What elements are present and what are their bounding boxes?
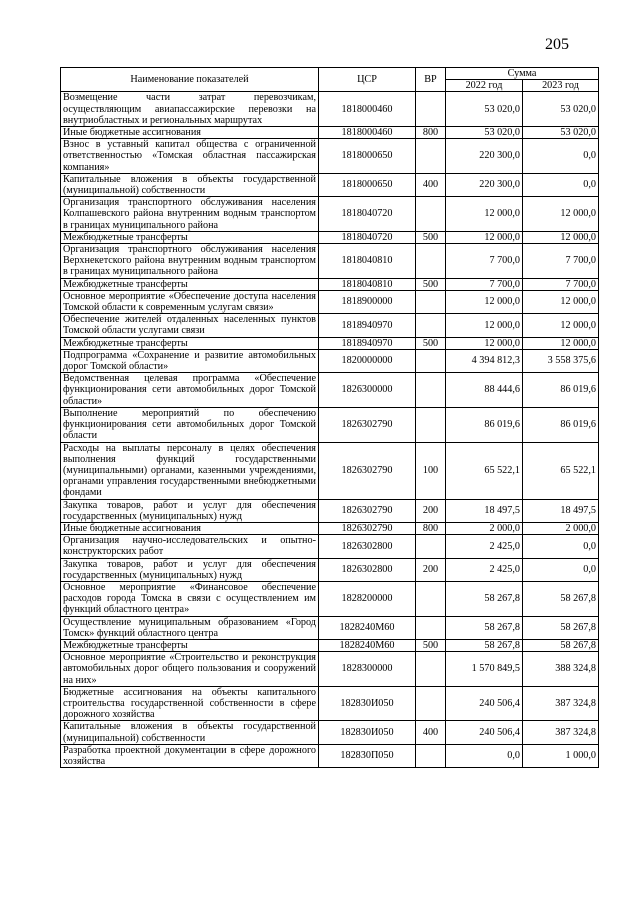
row-amount-2022: 220 300,0 bbox=[446, 139, 523, 174]
row-csr: 1826302800 bbox=[319, 558, 416, 581]
row-name: Основное мероприятие «Строительство и реконструкция автомобильных дорог общего пользования и сооружений на них» bbox=[61, 652, 319, 687]
row-amount-2023: 1 000,0 bbox=[523, 744, 599, 767]
row-amount-2023: 12 000,0 bbox=[523, 231, 599, 243]
row-vr: 200 bbox=[416, 499, 446, 522]
row-amount-2023: 12 000,0 bbox=[523, 314, 599, 337]
table-row bbox=[61, 744, 599, 767]
row-name: Выполнение мероприятий по обеспечению функционирования сети автомобильных дорог Томской области bbox=[61, 407, 319, 442]
row-csr: 1826302790 bbox=[319, 522, 416, 534]
header-sum: Сумма bbox=[446, 68, 599, 80]
row-amount-2022: 12 000,0 bbox=[446, 314, 523, 337]
row-name: Взнос в уставный капитал общества с ограниченной ответственностью «Томская областная пассажирская компания» bbox=[61, 139, 319, 174]
row-csr: 182830И050 bbox=[319, 686, 416, 721]
table-row bbox=[61, 581, 599, 616]
row-amount-2023: 53 020,0 bbox=[523, 92, 599, 127]
row-amount-2023: 12 000,0 bbox=[523, 290, 599, 313]
table-row bbox=[61, 173, 599, 196]
row-name: Возмещение части затрат перевозчикам, осуществляющим авиапассажирские перевозки на внутриобластных и региональных маршрутах bbox=[61, 92, 319, 127]
row-vr bbox=[416, 616, 446, 639]
row-csr: 1826302790 bbox=[319, 442, 416, 499]
table-row bbox=[61, 407, 599, 442]
row-csr: 1826302790 bbox=[319, 407, 416, 442]
row-amount-2022: 1 570 849,5 bbox=[446, 652, 523, 687]
row-name: Межбюджетные трансферты bbox=[61, 337, 319, 349]
row-amount-2022: 240 506,4 bbox=[446, 721, 523, 744]
row-name: Закупка товаров, работ и услуг для обеспечения государственных (муниципальных) нужд bbox=[61, 499, 319, 522]
row-name: Иные бюджетные ассигнования bbox=[61, 127, 319, 139]
table-row bbox=[61, 535, 599, 558]
row-amount-2023: 0,0 bbox=[523, 558, 599, 581]
row-amount-2023: 58 267,8 bbox=[523, 581, 599, 616]
row-amount-2023: 12 000,0 bbox=[523, 197, 599, 232]
table-row bbox=[61, 349, 599, 372]
table-row bbox=[61, 616, 599, 639]
row-csr: 1818000650 bbox=[319, 139, 416, 174]
row-name: Межбюджетные трансферты bbox=[61, 278, 319, 290]
table-row bbox=[61, 127, 599, 139]
row-amount-2023: 58 267,8 bbox=[523, 639, 599, 651]
row-name: Осуществление муниципальным образованием «Город Томск» функций областного центра bbox=[61, 616, 319, 639]
header-vr: ВР bbox=[416, 68, 446, 92]
row-name: Межбюджетные трансферты bbox=[61, 231, 319, 243]
row-amount-2022: 0,0 bbox=[446, 744, 523, 767]
row-name: Бюджетные ассигнования на объекты капитального строительства государственной собственности в сфере дорожного хозяйства bbox=[61, 686, 319, 721]
page-number: 205 bbox=[545, 36, 569, 53]
row-amount-2023: 0,0 bbox=[523, 173, 599, 196]
row-amount-2023: 0,0 bbox=[523, 139, 599, 174]
row-amount-2022: 220 300,0 bbox=[446, 173, 523, 196]
row-csr: 182830И050 bbox=[319, 721, 416, 744]
row-amount-2023: 7 700,0 bbox=[523, 278, 599, 290]
row-amount-2022: 12 000,0 bbox=[446, 337, 523, 349]
row-amount-2023: 18 497,5 bbox=[523, 499, 599, 522]
table-row bbox=[61, 314, 599, 337]
table-row bbox=[61, 686, 599, 721]
row-name: Обеспечение жителей отдаленных населенных пунктов Томской области услугами связи bbox=[61, 314, 319, 337]
row-vr bbox=[416, 349, 446, 372]
row-vr: 200 bbox=[416, 558, 446, 581]
row-amount-2022: 2 425,0 bbox=[446, 535, 523, 558]
table-row bbox=[61, 231, 599, 243]
row-vr bbox=[416, 581, 446, 616]
row-vr bbox=[416, 686, 446, 721]
row-amount-2022: 88 444,6 bbox=[446, 373, 523, 408]
header-name: Наименование показателей bbox=[61, 68, 319, 92]
row-csr: 1818040720 bbox=[319, 197, 416, 232]
row-name: Расходы на выплаты персоналу в целях обеспечения выполнения функций государственными (муниципальными) органами, казенными учреждениями, органами управления государственными внебюджетными фондами bbox=[61, 442, 319, 499]
row-csr: 1818000650 bbox=[319, 173, 416, 196]
table-row bbox=[61, 652, 599, 687]
row-vr bbox=[416, 139, 446, 174]
table-row bbox=[61, 442, 599, 499]
row-name: Организация транспортного обслуживания населения Верхнекетского района внутренним водным транспортом в границах муниципального района bbox=[61, 244, 319, 279]
table-row bbox=[61, 558, 599, 581]
row-amount-2022: 53 020,0 bbox=[446, 127, 523, 139]
row-csr: 1826302790 bbox=[319, 499, 416, 522]
row-vr: 800 bbox=[416, 522, 446, 534]
row-amount-2023: 86 019,6 bbox=[523, 373, 599, 408]
row-amount-2023: 2 000,0 bbox=[523, 522, 599, 534]
row-amount-2023: 7 700,0 bbox=[523, 244, 599, 279]
row-vr: 500 bbox=[416, 639, 446, 651]
table-row bbox=[61, 373, 599, 408]
row-name: Разработка проектной документации в сфере дорожного хозяйства bbox=[61, 744, 319, 767]
row-amount-2023: 388 324,8 bbox=[523, 652, 599, 687]
row-vr bbox=[416, 535, 446, 558]
row-vr bbox=[416, 290, 446, 313]
row-vr: 400 bbox=[416, 173, 446, 196]
table-row bbox=[61, 197, 599, 232]
table-row bbox=[61, 721, 599, 744]
row-csr: 1826300000 bbox=[319, 373, 416, 408]
row-name: Ведомственная целевая программа «Обеспечение функционирования сети автомобильных дорог Томской области» bbox=[61, 373, 319, 408]
row-csr: 1818940970 bbox=[319, 314, 416, 337]
row-vr bbox=[416, 744, 446, 767]
row-amount-2022: 2 425,0 bbox=[446, 558, 523, 581]
budget-table bbox=[60, 67, 599, 768]
row-amount-2023: 387 324,8 bbox=[523, 721, 599, 744]
header-year-2022: 2022 год bbox=[446, 80, 523, 92]
row-amount-2023: 86 019,6 bbox=[523, 407, 599, 442]
row-csr: 1818900000 bbox=[319, 290, 416, 313]
row-name: Межбюджетные трансферты bbox=[61, 639, 319, 651]
table-row bbox=[61, 244, 599, 279]
row-amount-2022: 7 700,0 bbox=[446, 278, 523, 290]
row-vr: 800 bbox=[416, 127, 446, 139]
table-row bbox=[61, 639, 599, 651]
table-body bbox=[61, 92, 599, 768]
row-amount-2022: 240 506,4 bbox=[446, 686, 523, 721]
row-csr: 1818040720 bbox=[319, 231, 416, 243]
row-csr: 1818940970 bbox=[319, 337, 416, 349]
row-csr: 1828300000 bbox=[319, 652, 416, 687]
header-csr: ЦСР bbox=[319, 68, 416, 92]
row-csr: 1818040810 bbox=[319, 278, 416, 290]
row-amount-2022: 2 000,0 bbox=[446, 522, 523, 534]
row-vr: 400 bbox=[416, 721, 446, 744]
row-name: Капитальные вложения в объекты государственной (муниципальной) собственности bbox=[61, 721, 319, 744]
row-amount-2023: 53 020,0 bbox=[523, 127, 599, 139]
row-amount-2023: 3 558 375,6 bbox=[523, 349, 599, 372]
row-amount-2023: 65 522,1 bbox=[523, 442, 599, 499]
table-row bbox=[61, 522, 599, 534]
row-amount-2023: 58 267,8 bbox=[523, 616, 599, 639]
row-amount-2023: 0,0 bbox=[523, 535, 599, 558]
row-name: Капитальные вложения в объекты государственной (муниципальной) собственности bbox=[61, 173, 319, 196]
row-csr: 1828240М60 bbox=[319, 639, 416, 651]
row-csr: 1820000000 bbox=[319, 349, 416, 372]
row-amount-2022: 58 267,8 bbox=[446, 616, 523, 639]
row-csr: 1826302800 bbox=[319, 535, 416, 558]
row-amount-2022: 12 000,0 bbox=[446, 197, 523, 232]
row-vr bbox=[416, 407, 446, 442]
row-name: Основное мероприятие «Обеспечение доступа населения Томской области к современным услугам связи» bbox=[61, 290, 319, 313]
row-amount-2022: 65 522,1 bbox=[446, 442, 523, 499]
row-amount-2022: 7 700,0 bbox=[446, 244, 523, 279]
row-name: Закупка товаров, работ и услуг для обеспечения государственных (муниципальных) нужд bbox=[61, 558, 319, 581]
row-csr: 1818040810 bbox=[319, 244, 416, 279]
row-csr: 1818000460 bbox=[319, 127, 416, 139]
row-vr bbox=[416, 314, 446, 337]
row-vr: 500 bbox=[416, 337, 446, 349]
row-vr bbox=[416, 244, 446, 279]
row-amount-2022: 12 000,0 bbox=[446, 290, 523, 313]
header-year-2023: 2023 год bbox=[523, 80, 599, 92]
row-amount-2023: 12 000,0 bbox=[523, 337, 599, 349]
row-amount-2022: 18 497,5 bbox=[446, 499, 523, 522]
row-csr: 1818000460 bbox=[319, 92, 416, 127]
table-row bbox=[61, 337, 599, 349]
row-amount-2023: 387 324,8 bbox=[523, 686, 599, 721]
table-row bbox=[61, 499, 599, 522]
row-name: Подпрограмма «Сохранение и развитие автомобильных дорог Томской области» bbox=[61, 349, 319, 372]
row-vr bbox=[416, 197, 446, 232]
row-csr: 1828200000 bbox=[319, 581, 416, 616]
row-amount-2022: 4 394 812,3 bbox=[446, 349, 523, 372]
table-row bbox=[61, 290, 599, 313]
table-row bbox=[61, 278, 599, 290]
row-amount-2022: 86 019,6 bbox=[446, 407, 523, 442]
row-name: Иные бюджетные ассигнования bbox=[61, 522, 319, 534]
row-name: Основное мероприятие «Финансовое обеспечение расходов города Томска в связи с осуществлением им функций областного центра» bbox=[61, 581, 319, 616]
row-amount-2022: 58 267,8 bbox=[446, 639, 523, 651]
row-csr: 1828240М60 bbox=[319, 616, 416, 639]
row-vr bbox=[416, 373, 446, 408]
row-vr bbox=[416, 652, 446, 687]
row-vr bbox=[416, 92, 446, 127]
row-csr: 182830П050 bbox=[319, 744, 416, 767]
row-vr: 500 bbox=[416, 278, 446, 290]
table-row bbox=[61, 139, 599, 174]
row-name: Организация научно-исследовательских и опытно-конструкторских работ bbox=[61, 535, 319, 558]
row-vr: 500 bbox=[416, 231, 446, 243]
row-vr: 100 bbox=[416, 442, 446, 499]
table-row bbox=[61, 92, 599, 127]
row-amount-2022: 12 000,0 bbox=[446, 231, 523, 243]
row-amount-2022: 53 020,0 bbox=[446, 92, 523, 127]
row-amount-2022: 58 267,8 bbox=[446, 581, 523, 616]
row-name: Организация транспортного обслуживания населения Колпашевского района внутренним водным транспортом в границах муниципального района bbox=[61, 197, 319, 232]
